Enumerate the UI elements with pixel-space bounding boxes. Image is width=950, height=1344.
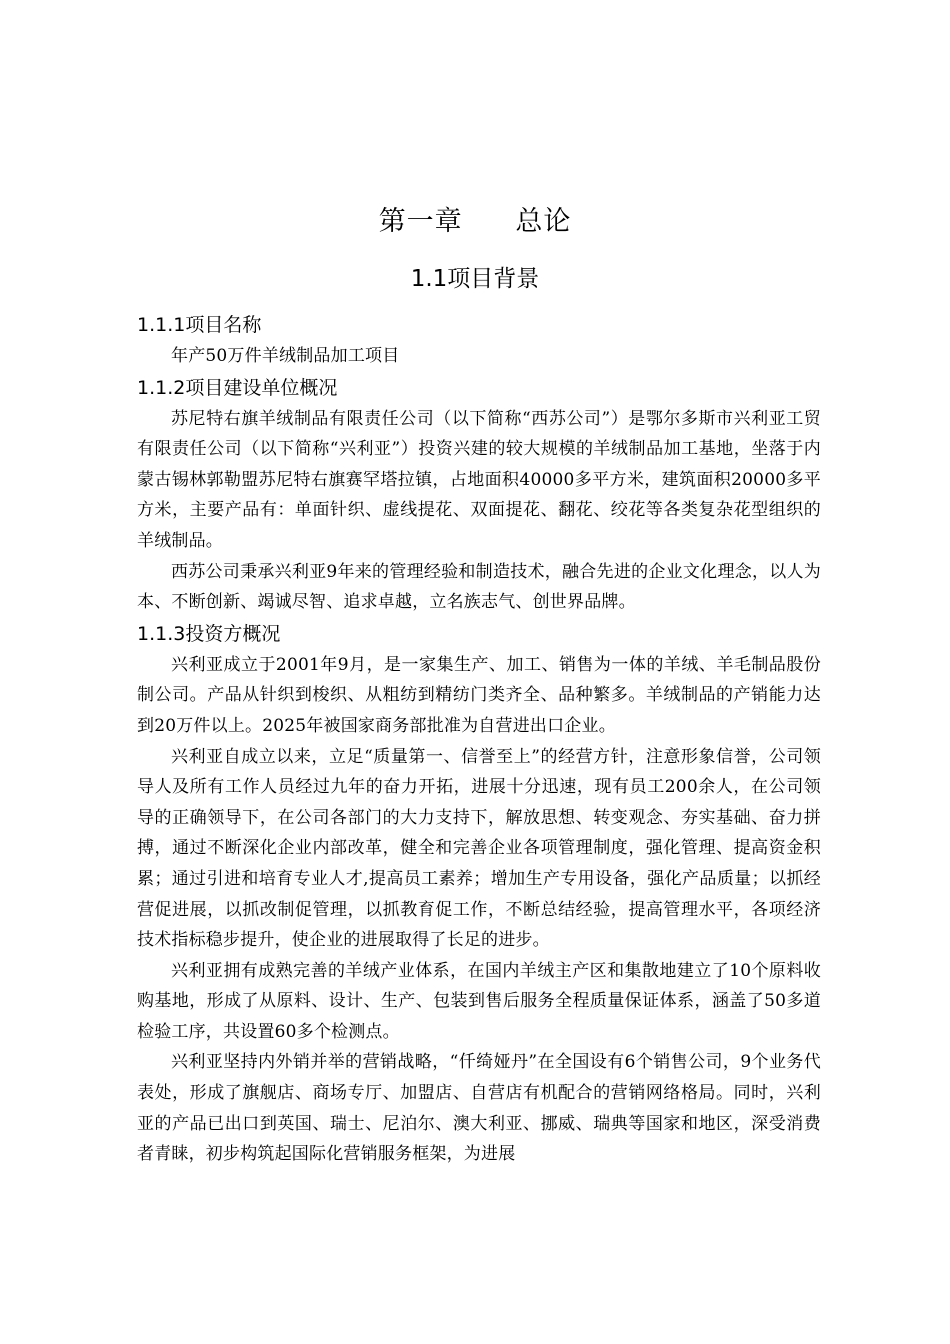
section-title: 1.1项目背景 [410, 266, 540, 292]
subsection-heading-builder-overview: 1.1.2项目建设单位概况 [137, 376, 338, 399]
document-body [137, 309, 821, 1170]
paragraph: 兴利亚自成立以来，立足“质量第一、信誉至上”的经营方针，注意形象信誉，公司领导人及所有工作人员经过九年的奋力开拓，进展十分迅速，现有员工200余人，在公司领导的正确领导下，在公司各部门的大力支持下，解放思想、转变观念、夯实基础、奋力拼搏，通过不断深化企业内部改革，健全和完善企业各项管理制度，强化管理、提高资金积累；通过引进和培育专业人才,提高员工素养；增加生产专用设备，强化产品质量；以抓经营促进展，以抓改制促管理，以抓教育促工作，不断总结经验，提高管理水平，各项经济技术指标稳步提升，使企业的进展取得了长足的进步。 [137, 746, 821, 951]
paragraph: 兴利亚成立于2001年9月，是一家集生产、加工、销售为一体的羊绒、羊毛制品股份制公司。产品从针织到梭织、从粗纺到精纺门类齐全、品种繁多。羊绒制品的产销能力达到20万件以上。2025年被国家商务部批准为自营进出口企业。 [137, 654, 821, 736]
chapter-title: 第一章 总论 [378, 206, 572, 237]
paragraph: 苏尼特右旗羊绒制品有限责任公司（以下简称“西苏公司”）是鄂尔多斯市兴利亚工贸有限责任公司（以下简称“兴利亚”）投资兴建的较大规模的羊绒制品加工基地，坐落于内蒙古锡林郭勒盟苏尼特右旗赛罕塔拉镇，占地面积40000多平方米，建筑面积20000多平方米，主要产品有：单面针织、虚线提花、双面提花、翻花、绞花等各类复杂花型组织的羊绒制品。 [137, 408, 821, 551]
paragraph: 西苏公司秉承兴利亚9年来的管理经验和制造技术，融合先进的企业文化理念，以人为本、不断创新、竭诚尽智、追求卓越，立名族志气、创世界品牌。 [137, 561, 821, 613]
paragraph: 年产50万件羊绒制品加工项目 [171, 346, 400, 366]
subsection-heading-investor-overview: 1.1.3投资方概况 [137, 622, 281, 645]
paragraph: 兴利亚坚持内外销并举的营销战略，“仟绮娅丹”在全国设有6个销售公司，9个业务代表处，形成了旗舰店、商场专厅、加盟店、自营店有机配合的营销网络格局。同时，兴利亚的产品已出口到英国、瑞士、尼泊尔、澳大利亚、挪威、瑞典等国家和地区，深受消费者青睐，初步构筑起国际化营销服务框架，为进展 [137, 1052, 821, 1165]
subsection-heading-project-name: 1.1.1项目名称 [137, 314, 262, 336]
paragraph: 兴利亚拥有成熟完善的羊绒产业体系，在国内羊绒主产区和集散地建立了10个原料收购基地，形成了从原料、设计、生产、包装到售后服务全程质量保证体系，涵盖了50多道检验工序，共设置60多个检测点。 [137, 960, 821, 1042]
